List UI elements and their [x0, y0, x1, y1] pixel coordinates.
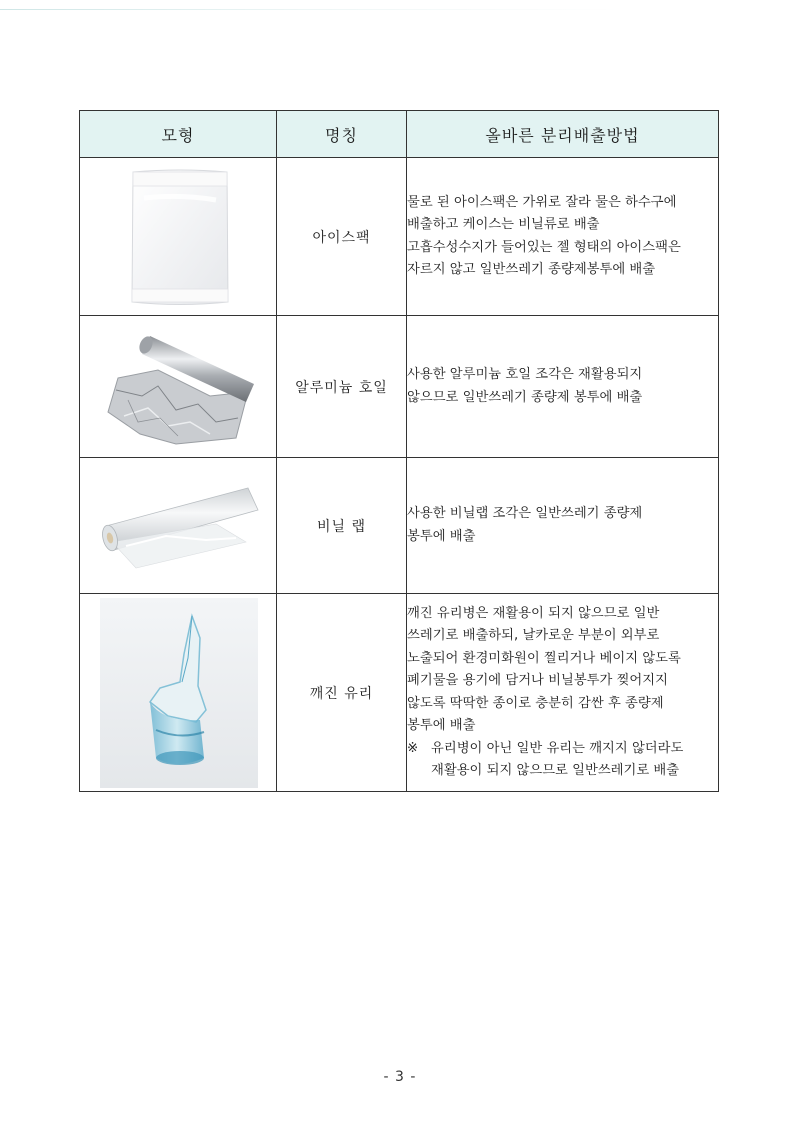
image-cell [80, 594, 277, 792]
header-method: 올바른 분리배출방법 [407, 111, 719, 158]
image-cell [80, 158, 277, 316]
description-line: 쓰레기로 배출하되, 날카로운 부분이 외부로 [407, 628, 660, 643]
description-line: 않도록 딱딱한 종이로 충분히 감싼 후 종량제 [407, 695, 664, 711]
item-name-aluminum-foil: 알루미늄 호일 [277, 316, 407, 458]
aluminum-foil-image [98, 326, 258, 448]
description-aluminum-foil [407, 316, 719, 458]
table-header-row [80, 111, 719, 158]
description-line: 깨진 유리병은 재활용이 되지 않으므로 일반 [407, 605, 660, 621]
description-line: 사용한 알루미늄 호일 조각은 재활용되지 [407, 367, 643, 382]
header-name: 명칭 [277, 111, 407, 158]
plastic-wrap-image [96, 480, 262, 572]
table-row [80, 458, 719, 594]
description-line: 봉투에 배출 [407, 718, 476, 733]
note-line [407, 738, 718, 761]
item-name-broken-glass: 깨진 유리 [277, 594, 407, 792]
description-line: 노출되어 환경미화원이 찔리거나 베이지 않도록 [407, 650, 681, 666]
disposal-guide-table [79, 110, 719, 792]
ice-pack-image [130, 168, 230, 308]
item-name-plastic-wrap: 비닐 랩 [277, 458, 407, 594]
image-cell [80, 458, 277, 594]
table-row [80, 594, 719, 792]
item-name-ice-pack: 아이스팩 [277, 158, 407, 316]
description-line: 않으므로 일반쓰레기 종량제 봉투에 배출 [407, 389, 643, 405]
note-text: 재활용이 되지 않으므로 일반쓰레기로 배출 [431, 763, 680, 778]
description-line: 봉투에 배출 [407, 528, 476, 544]
broken-glass-image [100, 598, 258, 788]
description-line: 자르지 않고 일반쓰레기 종량제봉투에 배출 [407, 262, 656, 277]
table-row [80, 316, 719, 458]
table-row [80, 158, 719, 316]
description-plastic-wrap [407, 458, 719, 594]
note-text: 유리병이 아닌 일반 유리는 깨지지 않더라도 [431, 740, 684, 756]
header-model: 모형 [80, 111, 277, 158]
page-number: - 3 - [383, 1069, 417, 1085]
top-rule [0, 9, 620, 10]
note-reference-mark: ※ [407, 740, 419, 756]
description-broken-glass [407, 594, 719, 792]
description-line: 폐기물을 용기에 담거나 비닐봉투가 찢어지지 [407, 673, 668, 688]
description-line: 물로 된 아이스팩은 가위로 잘라 물은 하수구에 [407, 194, 677, 210]
description-line: 사용한 비닐랩 조각은 일반쓰레기 종량제 [407, 506, 643, 521]
description-line: 고흡수성수지가 들어있는 젤 형태의 아이스팩은 [407, 239, 681, 255]
description-ice-pack [407, 158, 719, 316]
description-line: 배출하고 케이스는 비닐류로 배출 [407, 217, 600, 232]
image-cell [80, 316, 277, 458]
